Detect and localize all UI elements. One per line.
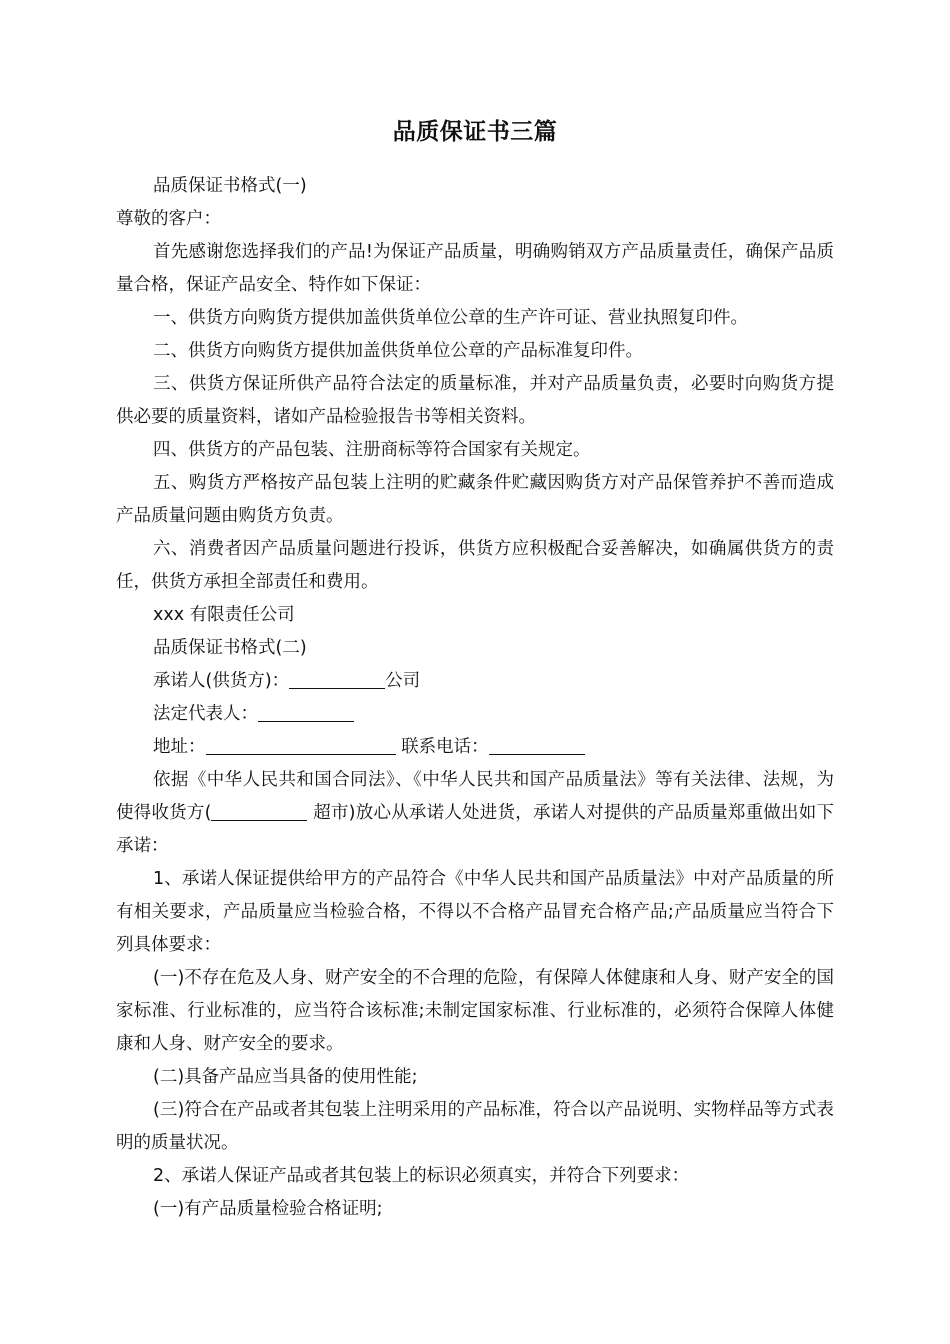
basis-paragraph [116,764,834,863]
phone-label: 联系电话： [401,737,489,757]
promisor-blank[interactable] [289,668,385,689]
address-line [116,731,834,764]
address-blank[interactable] [206,734,396,755]
legal-rep-label: 法定代表人： [153,704,258,724]
promisor-suffix: 公司 [385,671,421,691]
legal-rep-line [116,698,834,731]
basis-text-1: 依据《中华人民共和国合同法》、《中华人民共和国产品质量法》等有关法律、法规，为使得收货方( [116,770,834,823]
promisor-line [116,665,834,698]
requirement-1-3: (三)符合在产品或者其包装上注明采用的产品标准，符合以产品说明、实物样品等方式表明的质量状况。 [116,1100,834,1153]
requirement-1-2: (二)具备产品应当具备的使用性能; [153,1067,418,1087]
company-signature: xxx 有限责任公司 [153,605,295,625]
requirement-2-1: (一)有产品质量检验合格证明; [153,1199,383,1219]
promisor-label: 承诺人(供货方)： [153,671,290,691]
clause-6: 六、消费者因产品质量问题进行投诉，供货方应积极配合妥善解决，如确属供货方的责任，供货方承担全部责任和费用。 [116,539,834,592]
basis-text-2: 超市)放心从承诺人处进货，承诺人对提供的产品质量郑重做出如下承诺： [116,803,834,856]
clause-1: 一、供货方向购货方提供加盖供货单位公章的生产许可证、营业执照复印件。 [153,308,748,328]
phone-blank[interactable] [489,734,585,755]
commitment-2: 2、承诺人保证产品或者其包装上的标识必须真实，并符合下列要求： [153,1166,690,1186]
document-body [116,170,834,1226]
commitment-1: 1、承诺人保证提供给甲方的产品符合《中华人民共和国产品质量法》中对产品质量的所有相关要求，产品质量应当检验合格，不得以不合格产品冒充合格产品;产品质量应当符合下列具体要求： [116,869,834,955]
supermarket-blank[interactable] [211,800,307,821]
requirement-1-1: (一)不存在危及人身、财产安全的不合理的危险，有保障人体健康和人身、财产安全的国家标准、行业标准的，应当符合该标准;未制定国家标准、行业标准的，必须符合保障人体健康和人身、财产安全的要求。 [116,968,834,1054]
section-heading-format-1: 品质保证书格式(一) [153,176,307,196]
salutation: 尊敬的客户： [116,209,221,229]
address-label: 地址： [153,737,206,757]
legal-rep-blank[interactable] [258,701,354,722]
clause-5: 五、购货方严格按产品包装上注明的贮藏条件贮藏因购货方对产品保管养护不善而造成产品质量问题由购货方负责。 [116,473,834,526]
clause-2: 二、供货方向购货方提供加盖供货单位公章的产品标准复印件。 [153,341,643,361]
document-title: 品质保证书三篇 [392,119,558,145]
clause-4: 四、供货方的产品包装、注册商标等符合国家有关规定。 [153,440,591,460]
intro-paragraph: 首先感谢您选择我们的产品!为保证产品质量，明确购销双方产品质量责任，确保产品质量合格，保证产品安全、特作如下保证： [116,242,834,295]
section-heading-format-2: 品质保证书格式(二) [153,638,307,658]
clause-3: 三、供货方保证所供产品符合法定的质量标准，并对产品质量负责，必要时向购货方提供必要的质量资料，诸如产品检验报告书等相关资料。 [116,374,834,427]
